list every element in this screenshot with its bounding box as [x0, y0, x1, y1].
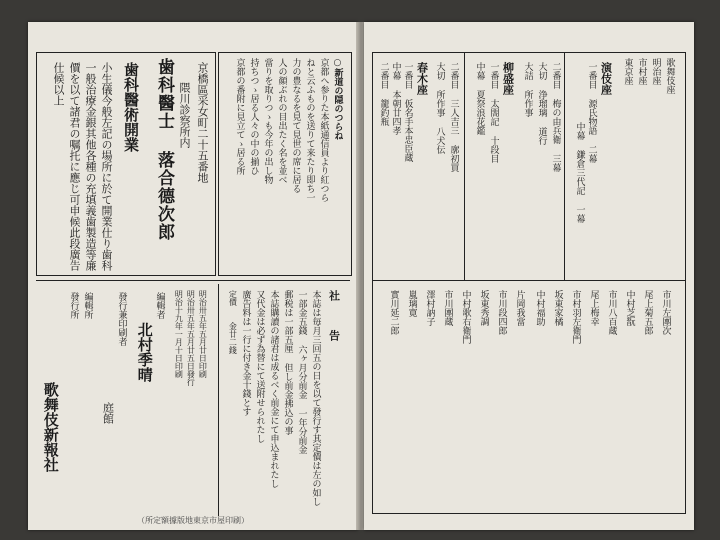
article-line-2: ねと云ふものを送りて来たり即ち一	[304, 58, 315, 202]
actor-bottom-7: 嵐璃寛	[406, 290, 417, 317]
price-label: 定價	[228, 290, 238, 306]
editor-label: 編輯者	[154, 292, 165, 319]
actor-top-4: 市川八百蔵	[606, 290, 617, 335]
social-line-4: 本誌購讀の諸君は成るべく前金にて申込まれたし	[268, 290, 279, 488]
ad-notice-line-2: 一般治療金銀其他各種の充填義歯製造等廉	[84, 62, 97, 271]
printer-name: 庭館	[101, 402, 115, 424]
social-line-5: 又代金は必ず為替にて送附せられたし	[254, 290, 265, 443]
header-tokyoza: 東京座	[622, 58, 633, 85]
social-line-2: 一部金五錢 六ヶ月分前金 一年分前金	[296, 290, 307, 454]
pub-date-1: 明治卅五年五月廿日印刷	[198, 290, 208, 378]
engiza-row-4: 大切 浄瑠璃 道行	[536, 62, 547, 145]
ryuseiza-row-3: 二番目 三人吉三 廓初買	[448, 62, 459, 172]
publisher-name: 歌舞伎新報社	[41, 382, 60, 472]
header-meijiza: 明治座	[650, 58, 661, 85]
program-col-divider-2	[464, 52, 465, 280]
article-line-1: 京都へ参りた本紙通信員より紅つら	[318, 58, 329, 202]
section-harukiza-title: 春木座	[415, 62, 429, 95]
article-title: ○新道の隠のつらね	[332, 58, 343, 140]
ad-notice-line-1: 小生儀今般左記の場所に於て開業仕り歯科	[100, 62, 113, 271]
social-line-1: 本誌は毎月三回五の日を以て發行す其定價は左の如し	[310, 290, 321, 506]
ad-address: 京橋區采女町二十五番地	[196, 62, 209, 183]
social-line-3: 郵税は一部五厘 但し前金拂込の事	[282, 290, 293, 435]
ryuseiza-row-1: 一番目 太閤記 十段目	[488, 62, 499, 163]
ad-notice-line-3: 價を以て諸君の嘱托に應じ可申候此段廣告	[68, 62, 81, 271]
divider-line	[36, 280, 350, 281]
engiza-row-2: 中幕 鎌倉三代記 一幕	[574, 122, 585, 223]
harukiza-row-3: 二番目 籠釣瓶	[378, 62, 389, 126]
ad-notice-title: 歯科醫術開業	[122, 62, 140, 152]
pub-date-3: 明治十九年一月十日印刷	[174, 290, 184, 378]
engiza-row-5: 大詰 所作事	[522, 62, 533, 117]
article-line-7: 京都の番附に見立てゝ居る所	[234, 58, 245, 175]
actor-bottom-4: 中村歌右衛門	[460, 290, 471, 344]
actor-top-2: 尾上菊五郎	[642, 290, 653, 335]
ad-doctor-name: 歯科醫士 落合德次郎	[154, 58, 174, 241]
engiza-row-1: 一番目 源氏物語 二幕	[586, 62, 597, 163]
actor-bottom-1: 片岡我當	[514, 290, 525, 326]
left-page	[28, 22, 358, 530]
harukiza-row-1: 一番目 仮名手本忠臣蔵	[402, 62, 413, 162]
actor-top-3: 中村芝翫	[624, 290, 635, 326]
printer-label: 發行兼印刷者	[116, 292, 127, 346]
pub-divider	[218, 284, 219, 516]
section-ryuseiza-title: 柳盛座	[501, 62, 515, 95]
publisher-label: 發行所	[68, 292, 79, 319]
header-kabukiza: 歌舞伎座	[664, 58, 675, 94]
engiza-row-3: 二番目 梅の由兵衛 三幕	[550, 62, 561, 172]
article-line-5: 當りを取りつゝも今年の出し物	[262, 58, 273, 184]
actor-bottom-2: 市川段四郎	[496, 290, 507, 335]
program-col-divider-1	[564, 52, 565, 280]
social-line-6: 廣告料は一行に付き金十錢とす	[240, 290, 251, 416]
article-line-4: 人の顔ぶれの目出たく名を並べ	[276, 58, 287, 184]
ryuseiza-row-2: 中幕 夏祭浪花鑑	[474, 62, 485, 135]
actor-bottom-8: 實川延二郎	[388, 290, 399, 335]
program-mid-divider	[372, 280, 685, 281]
pub-date-2: 明治卅五年五月廿五日發行	[186, 290, 196, 386]
page-footer: （所定額據版地東京市屋印刷）	[137, 516, 249, 525]
actor-top-8: 中村福助	[534, 290, 545, 326]
office-label: 編輯所	[82, 292, 93, 319]
price-value: 金廿二錢	[228, 322, 238, 354]
actor-top-6: 市村羽左衛門	[570, 290, 581, 344]
harukiza-row-2: 中幕 本朝廿四孝	[390, 62, 401, 135]
social-notice-title: 社 告	[327, 290, 341, 349]
section-engiza-title: 演伎座	[599, 62, 613, 95]
program-frame	[372, 52, 686, 514]
ad-clinic: 隈川診察所内	[178, 82, 191, 148]
ryuseiza-row-4: 大切 所作事 八犬伝	[434, 62, 445, 154]
editor-name: 北村季晴	[135, 322, 154, 382]
header-ichimuraza: 市村座	[636, 58, 647, 85]
actor-bottom-6: 澤村訥子	[424, 290, 435, 326]
article-line-6: 持ちつゝ居る人々の中の揃ひ	[248, 58, 259, 175]
actor-bottom-5: 市川團蔵	[442, 290, 453, 326]
right-page	[364, 22, 694, 530]
actor-top-5: 尾上梅幸	[588, 290, 599, 326]
article-line-3: 力の豊なるを見て見世の席に居る	[290, 58, 301, 193]
ad-notice-line-4: 仕候以上	[52, 62, 65, 106]
actor-top-1: 市川左團次	[660, 290, 671, 335]
actor-bottom-3: 坂東秀調	[478, 290, 489, 326]
actor-top-7: 坂東家橘	[552, 290, 563, 326]
